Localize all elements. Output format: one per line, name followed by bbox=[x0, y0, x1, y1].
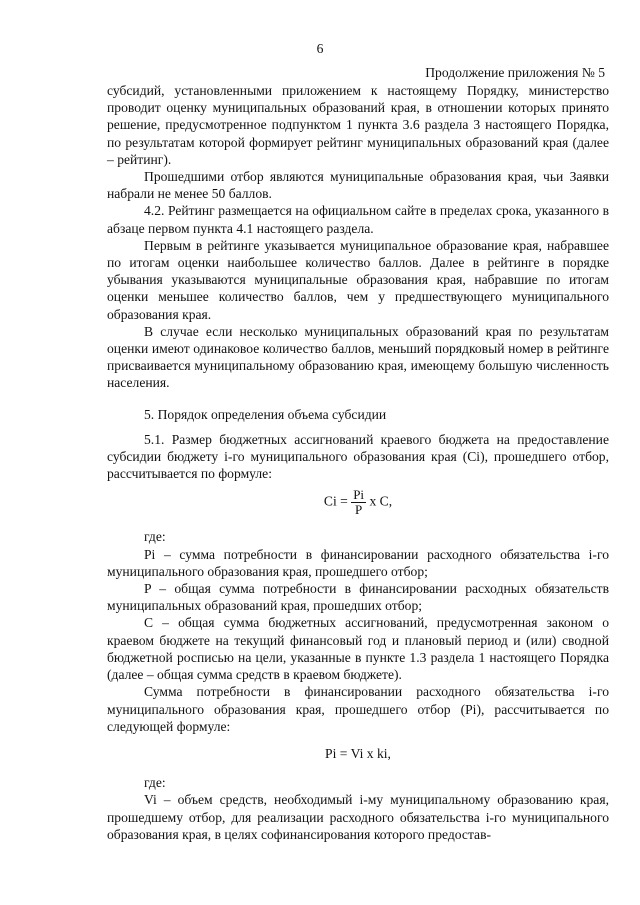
appendix-continuation-label: Продолжение приложения № 5 bbox=[425, 65, 605, 80]
formula-fraction bbox=[351, 488, 366, 517]
paragraph: C – общая сумма бюджетных ассигнований, предусмотренная законом о краевом бюджете на текущий финансовый год и плановый период и (или) сводной бюджетной росписью на цели, указанные в пункте 1.3 раздела 1 настоящего Порядка (далее – общая сумма средств в краевом бюджете). bbox=[107, 615, 609, 683]
formula-ci bbox=[107, 488, 609, 522]
paragraph: Прошедшими отбор являются муниципальные образования края, чьи Заявки набрали не менее 50 баллов. bbox=[107, 169, 609, 202]
document-body bbox=[107, 82, 609, 843]
paragraph: Первым в рейтинге указывается муниципальное образование края, набравшее по итогам оценки наибольшее количество баллов. Далее в рейтинге в порядке убывания указываются муниципальные образования края, набравшие по итогам оценки меньшее количество баллов, чем у предшествующего муниципального образования края. bbox=[107, 237, 609, 322]
where-label: где: bbox=[144, 529, 166, 545]
page-number: 6 bbox=[316, 41, 324, 56]
paragraph: P – общая сумма потребности в финансировании расходных обязательств муниципальных образований края, прошедших отбор; bbox=[107, 581, 609, 614]
paragraph: субсидий, установленными приложением к настоящему Порядку, министерство проводит оценку муниципальных образований края, в отношении которых принято решение, предусмотренное подпунктом 1 пункта 3.6 раздела 3 настоящего Порядка, по результатам которой формирует рейтинг муниципальных образований края (далее – рейтинг). bbox=[107, 83, 609, 167]
paragraph: 5.1. Размер бюджетных ассигнований краевого бюджета на предоставление субсидии бюджету i-го муниципального образования края (Ci), прошедшего отбор, рассчитывается по формуле: bbox=[107, 431, 609, 482]
formula-pi: Pi = Vi x ki, bbox=[325, 745, 391, 761]
paragraph: Сумма потребности в финансировании расходного обязательства i-го муниципального образования края, прошедшего отбор (Pi), рассчитывается по следующей формуле: bbox=[107, 684, 609, 734]
formula-lhs: Ci = bbox=[323, 494, 348, 510]
formula-denominator: P bbox=[355, 502, 363, 518]
where-label: где: bbox=[144, 775, 166, 791]
formula-numerator: Pi bbox=[353, 487, 365, 503]
paragraph: 4.2. Рейтинг размещается на официальном сайте в пределах срока, указанного в абзаце первом пункта 4.1 настоящего раздела. bbox=[107, 203, 609, 236]
section-heading: 5. Порядок определения объема субсидии bbox=[144, 406, 387, 422]
paragraph: В случае если несколько муниципальных образований края по результатам оценки имеют одинаковое количество баллов, меньший порядковый номер в рейтинге присваивается муниципальному образованию края, имеющему большую численность населения. bbox=[107, 323, 609, 391]
paragraph: Pi – сумма потребности в финансировании расходного обязательства i-го муниципального образования края, прошедшего отбор; bbox=[107, 546, 609, 579]
paragraph: Vi – объем средств, необходимый i-му муниципальному образованию края, прошедшему отбор, для реализации расходного обязательства i-го муниципального образования края, в целях софинансирования которого предостав- bbox=[107, 792, 609, 842]
formula-rhs: x C, bbox=[369, 494, 393, 510]
